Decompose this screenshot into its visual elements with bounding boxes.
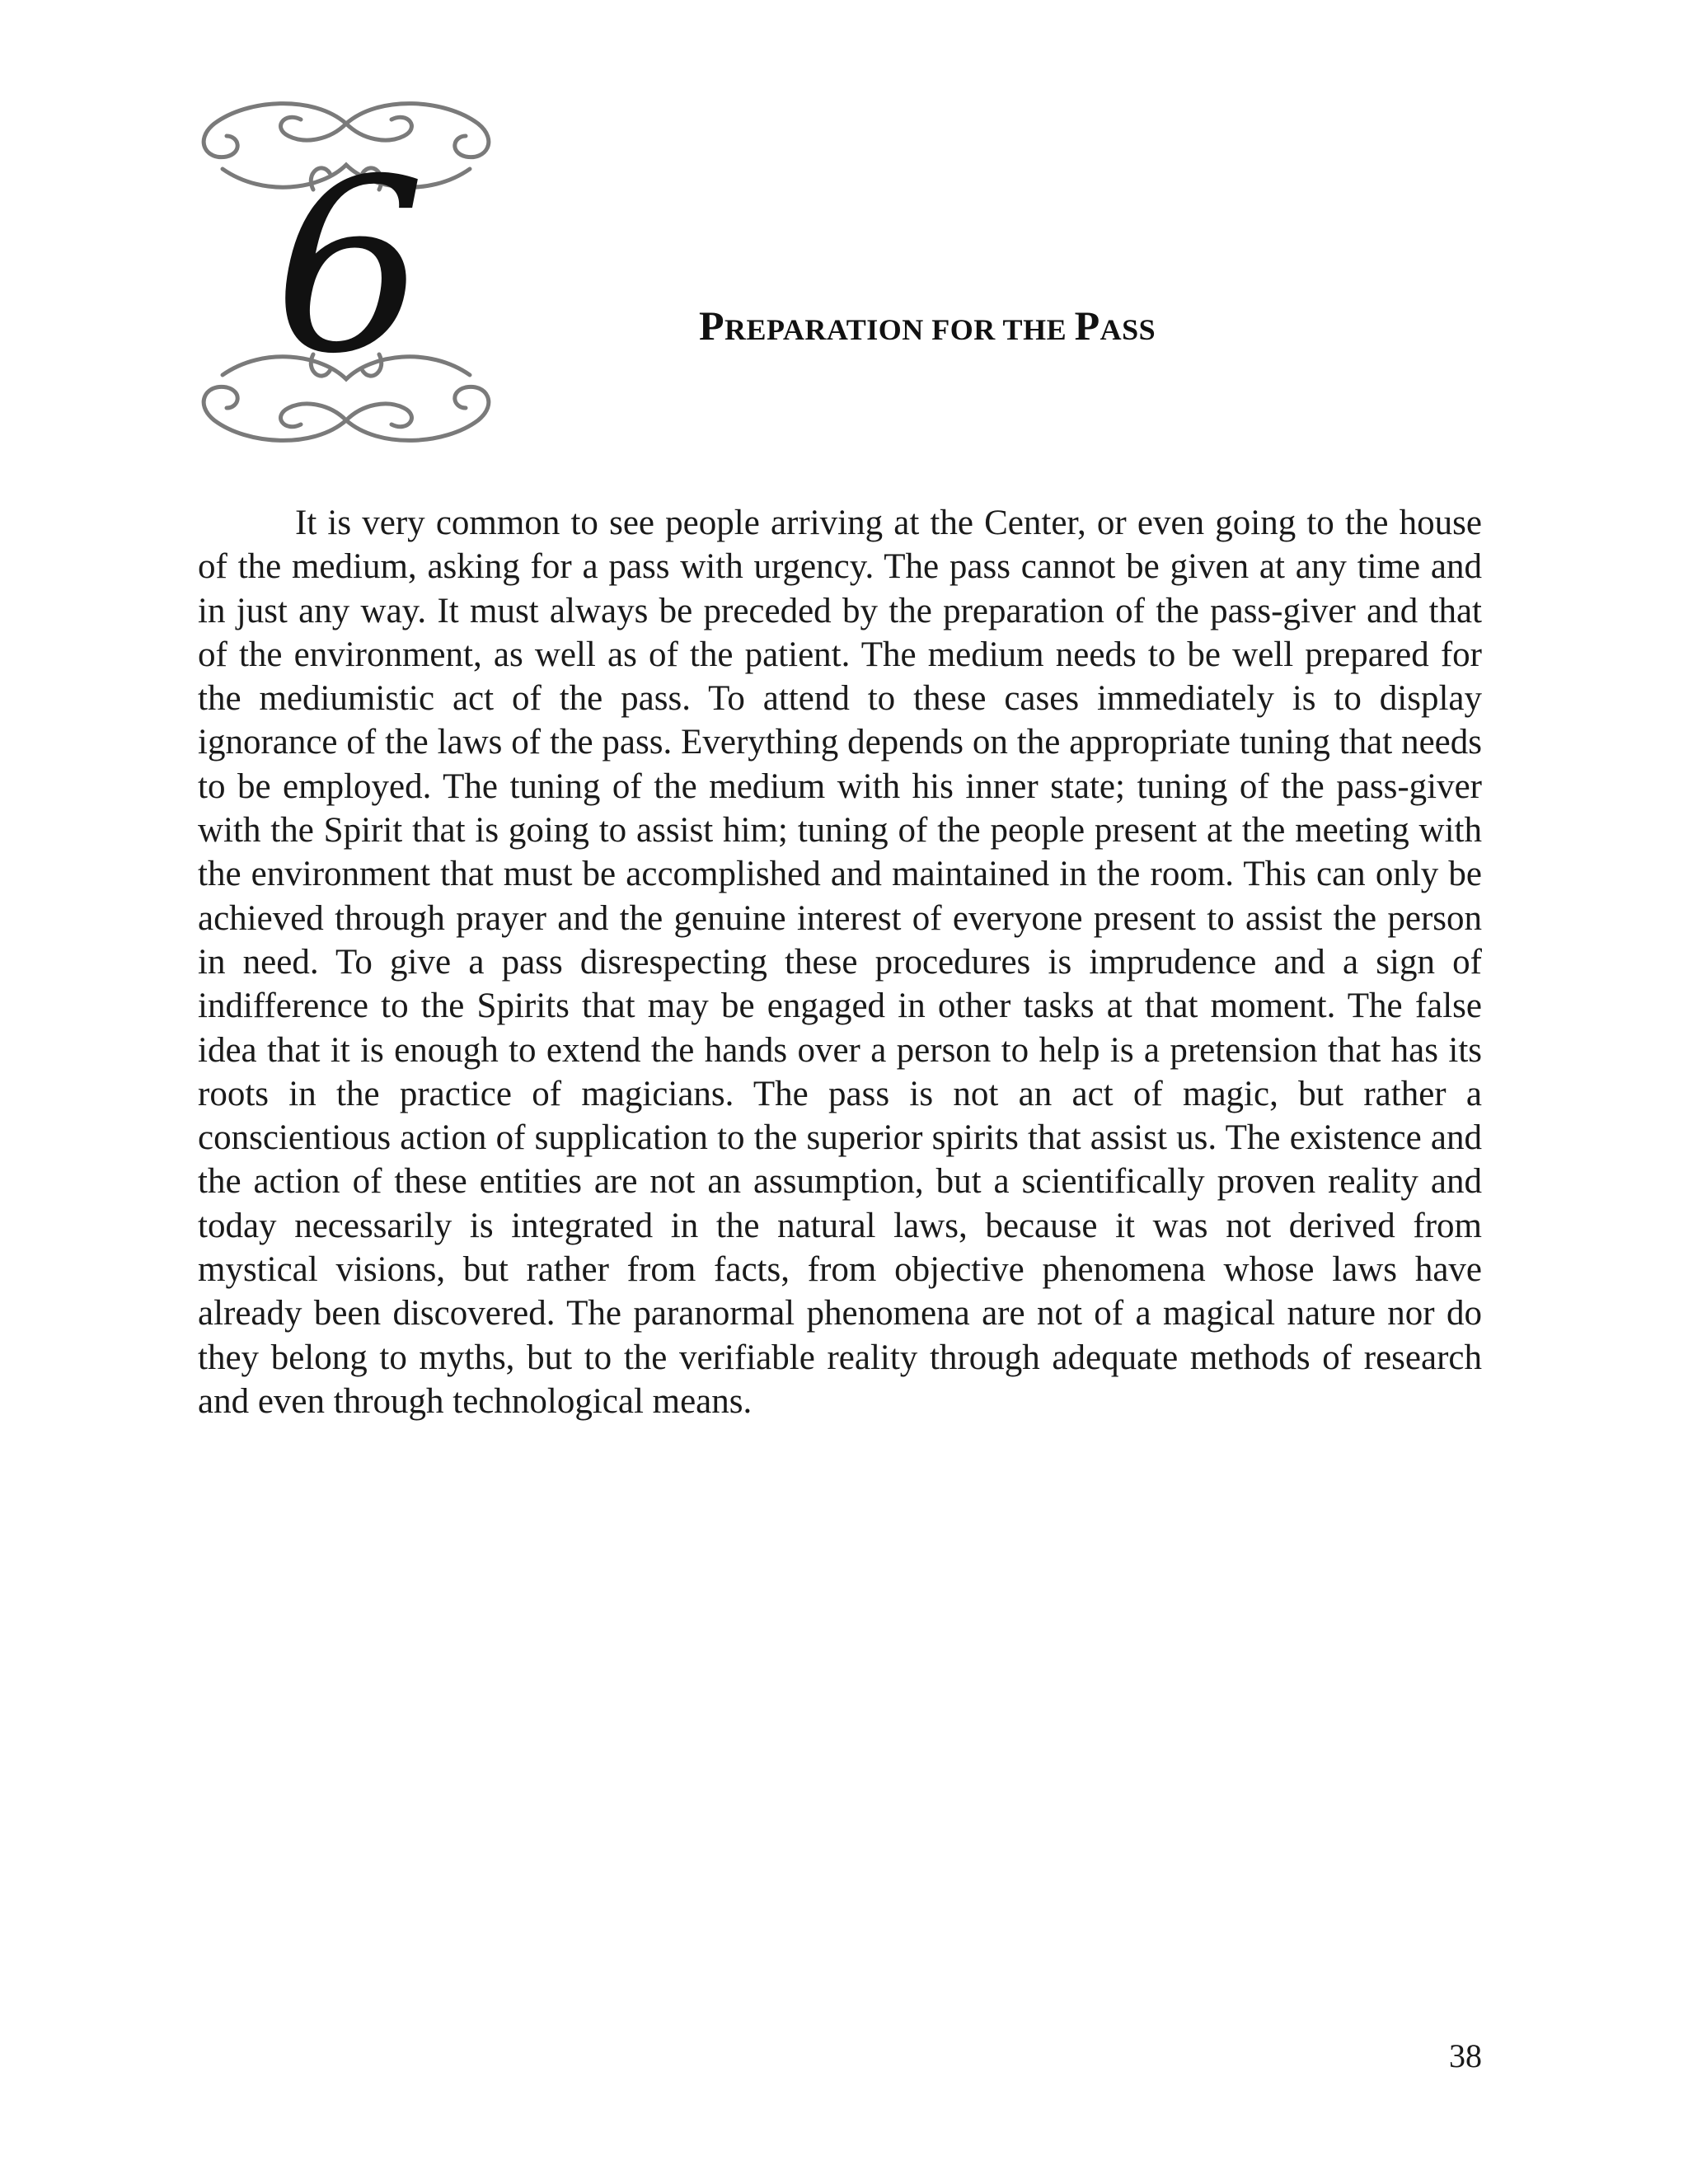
page-number: 38 xyxy=(1449,2037,1482,2074)
chapter-title xyxy=(699,302,1156,350)
chapter-title-smallcaps: REPARATION FOR THE xyxy=(724,313,1075,346)
body-paragraph: It is very common to see people arriving at the Center, or even going to the house of the medium, asking for a pass with urgency. The pass cannot be given at any time and in just any way. It must always be preceded by the preparation of the pass-giver and that of the environment, as well as of the patient. The medium needs to be well prepared for the mediumistic act of the pass. To attend to these cases immediately is to display ignorance of the laws of the pass. Everything depends on the appropriate tuning that needs to be employed. The tuning of the medium with his inner state; tuning of the pass-giver with the Spirit that is going to assist him; tuning of the people present at the meeting with the environment that must be accomplished and maintained in the room. This can only be achieved through prayer and the genuine interest of everyone present to assist the person in need. To give a pass disrespecting these procedures is imprudence and a sign of indifference to the Spirits that may be engaged in other tasks at that moment. The false idea that it is enough to extend the hands over a person to help is a pretension that has its roots in the practice of magicians. The pass is not an act of magic, but rather a conscientious action of supplication to the superior spirits that assist us. The existence and the action of these entities are not an assumption, but a scientifically proven reality and today necessarily is integrated in the natural laws, because it was not derived from mystical visions, but rather from facts, from objective phenomena whose laws have already been discovered. The paranormal phenomena are not of a magical nature nor do they belong to myths, but to the verifiable reality through adequate methods of research and even through technological means. xyxy=(198,504,1482,1421)
chapter-number: 6 xyxy=(274,129,426,406)
bottom-flourish-inner-curl-right xyxy=(346,404,411,427)
bottom-flourish-inner-curl-left xyxy=(281,404,346,427)
chapter-title-smallcaps-2: ASS xyxy=(1100,313,1156,346)
chapter-title-initial: P xyxy=(699,302,725,349)
chapter-title-initial-2: P xyxy=(1074,302,1100,349)
